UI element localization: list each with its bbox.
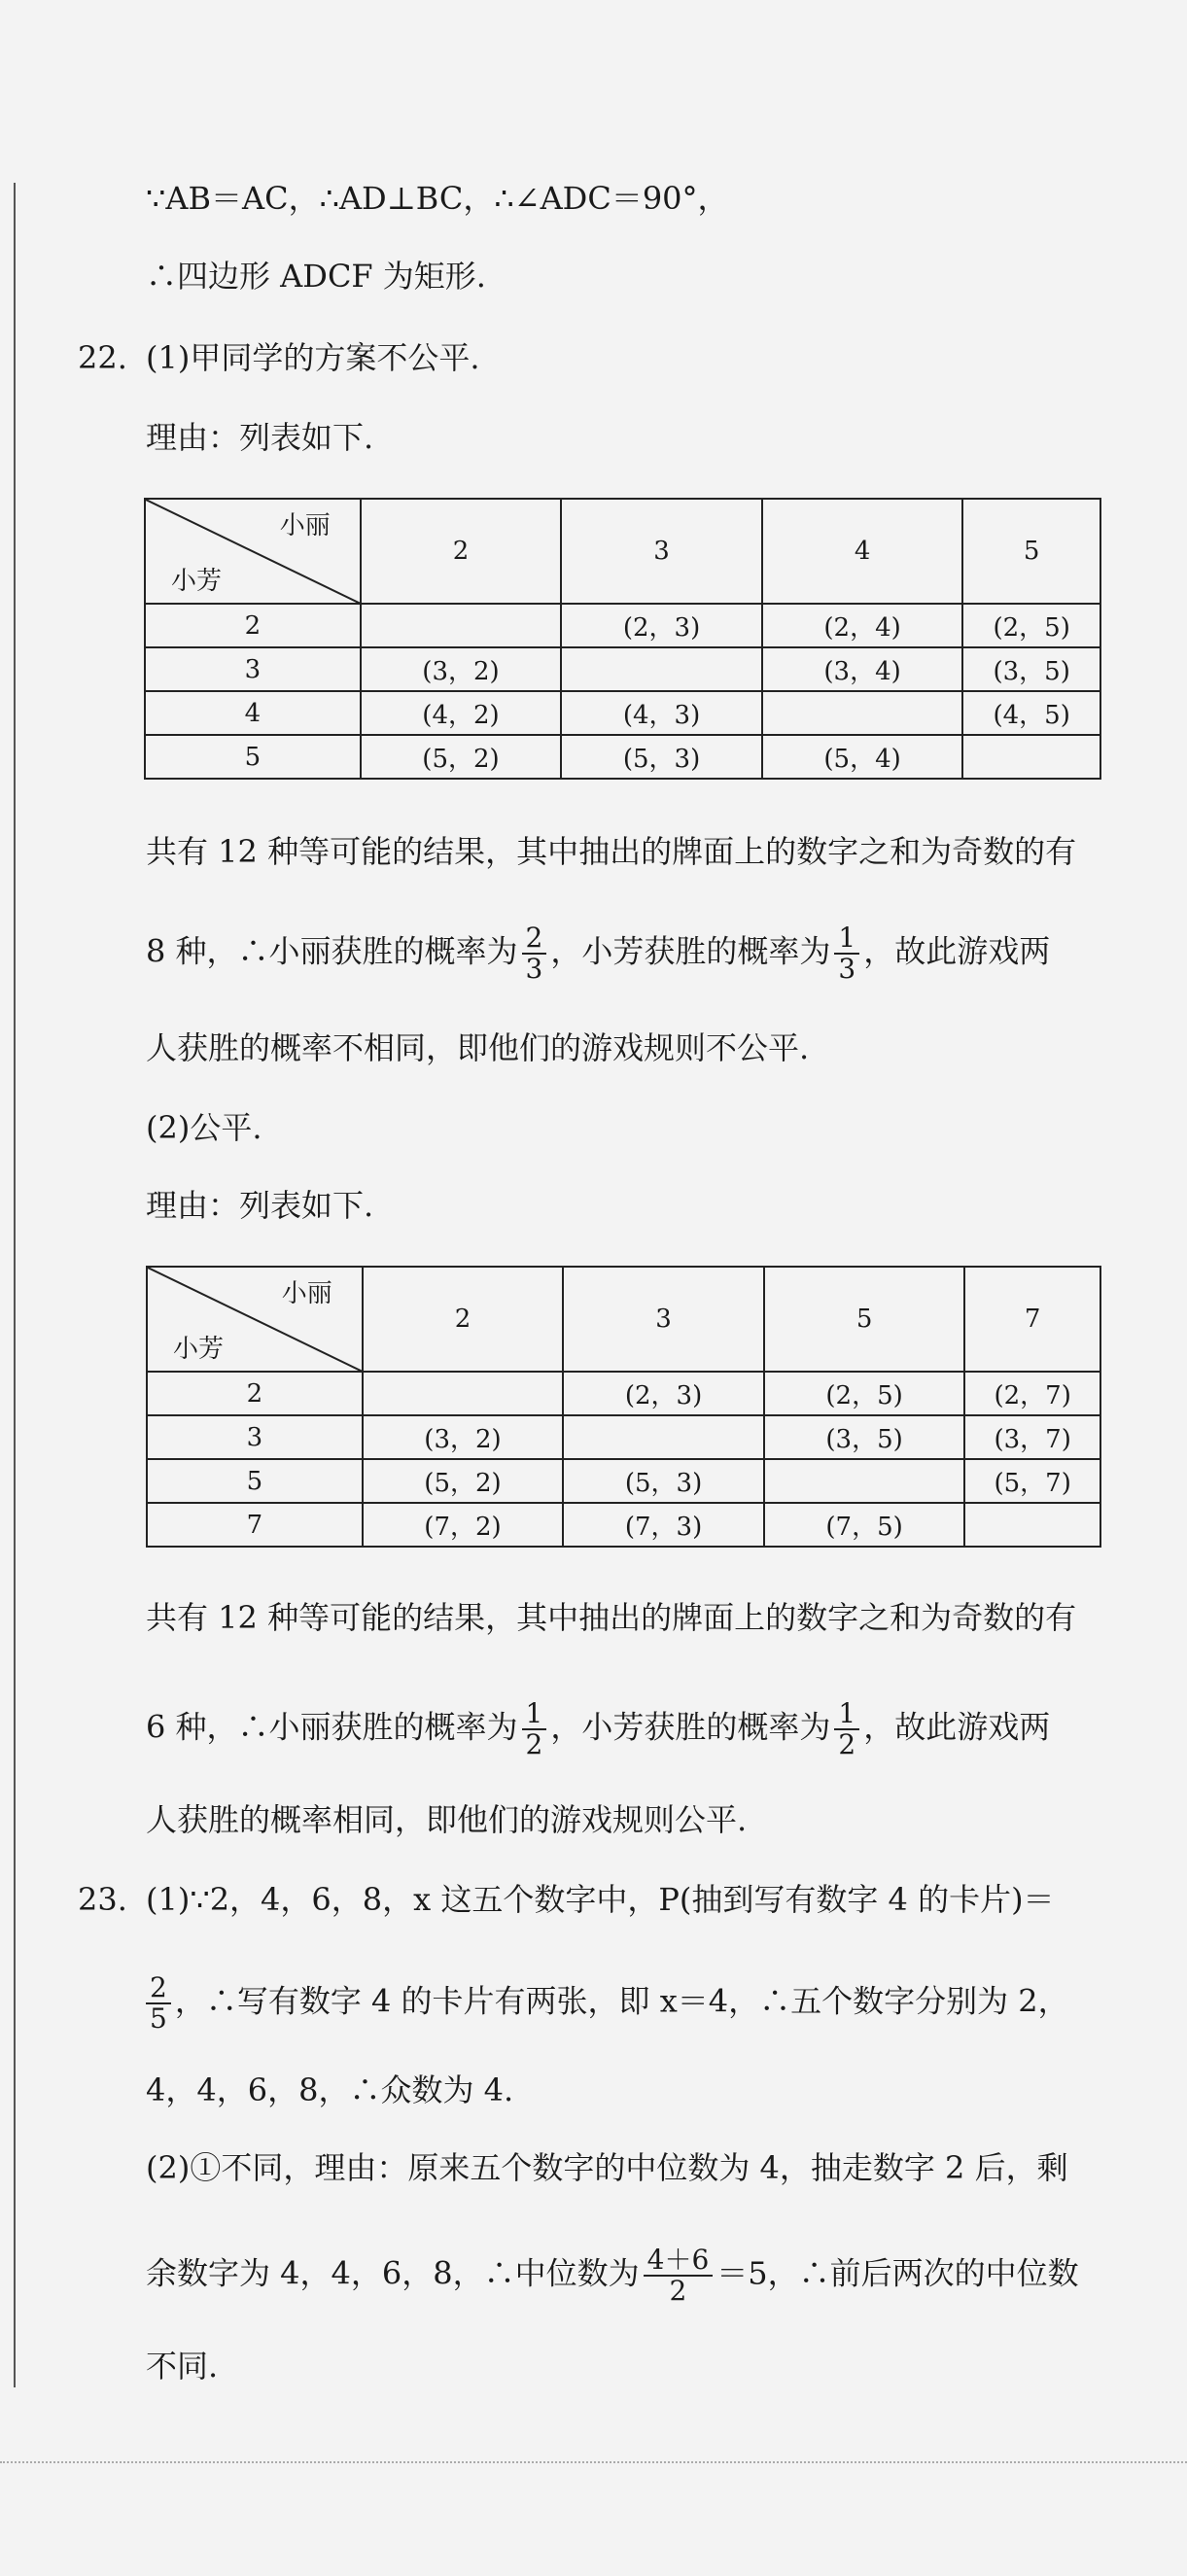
table-cell: (2，7) [964,1372,1100,1415]
q22-p1-text-2: 8 种，∴小丽获胜的概率为 $\frac{2}{3}$ ，小芳获胜的概率为 $\frac{1}{3}$ ，故此游戏两 [146,922,1051,985]
table-cell [561,647,762,691]
row-header: 5 [147,1459,363,1503]
table-row [147,1415,1100,1459]
q22-part1-title: (1)甲同学的方案不公平. [146,339,480,376]
diagonal-header-cell [147,1267,363,1372]
table-cell [962,735,1100,779]
column-label: 小丽 [279,511,331,540]
table-cell [563,1415,764,1459]
table-1 [144,498,1101,780]
table-row [147,1372,1100,1415]
q22-p1-text-1: 共有 12 种等可能的结果，其中抽出的牌面上的数字之和为奇数的有 [146,833,1077,870]
row-header: 2 [147,1372,363,1415]
table-cell: (3，5) [962,647,1100,691]
table-cell [363,1372,564,1415]
table-cell: (2，5) [764,1372,965,1415]
q23-line-2: $\frac{2}{5}$ ，∴写有数字 4 的卡片有两张，即 x＝4，∴五个数字分别为 2， [142,1973,1069,2034]
column-header: 2 [361,499,562,604]
table-cell: (2，5) [962,604,1100,647]
row-header: 3 [147,1415,363,1459]
column-header: 5 [764,1267,965,1372]
table-row [145,604,1100,647]
row-label: 小芳 [171,567,223,596]
fraction-median: $\frac{4+6}{2}$ [644,2245,714,2306]
table-cell: (3，5) [764,1415,965,1459]
column-header: 2 [363,1267,564,1372]
fraction-1-2-a: $\frac{1}{2}$ [522,1699,547,1759]
fraction-1-3: $\frac{1}{3}$ [834,923,859,984]
row-label: 小芳 [173,1335,225,1364]
proof-line-1: ∵AB＝AC，∴AD⊥BC，∴∠ADC＝90°， [146,180,729,217]
q22-reason-1: 理由：列表如下. [146,419,374,456]
table-cell: (2，4) [762,604,963,647]
q22-p2-text-2: 6 种，∴小丽获胜的概率为 $\frac{1}{2}$ ，小芳获胜的概率为 $\frac{1}{2}$ ，故此游戏两 [146,1697,1051,1760]
table-row [145,735,1100,779]
table-row [147,1459,1100,1503]
table-cell: (3，2) [363,1415,564,1459]
q23-line-1: (1)∵2，4，6，8，x 这五个数字中，P(抽到写有数字 4 的卡片)＝ [146,1881,1055,1918]
table-cell: (5，2) [363,1459,564,1503]
table-cell [762,691,963,735]
q23-line-6: 不同. [146,2348,219,2385]
table-cell: (4，2) [361,691,562,735]
table-2 [146,1266,1101,1548]
table-cell: (7，5) [764,1503,965,1547]
proof-line-2: ∴四边形 ADCF 为矩形. [146,258,486,295]
table-row [145,647,1100,691]
column-header: 3 [561,499,762,604]
q22-p2-text-1: 共有 12 种等可能的结果，其中抽出的牌面上的数字之和为奇数的有 [146,1599,1077,1636]
table-cell: (3，4) [762,647,963,691]
table-cell: (5，2) [361,735,562,779]
table-cell: (3，7) [964,1415,1100,1459]
table-cell: (4，5) [962,691,1100,735]
table-cell [964,1503,1100,1547]
column-header: 3 [563,1267,764,1372]
question-22-number: 22. [78,339,127,376]
table-cell: (5，4) [762,735,963,779]
row-header: 3 [145,647,361,691]
table-cell: (2，3) [563,1372,764,1415]
table-cell: (7，3) [563,1503,764,1547]
row-header: 4 [145,691,361,735]
q23-line-5: 余数字为 4，4，6，8，∴中位数为 $\frac{4+6}{2}$ ＝5，∴前后两次的中位数 [146,2244,1079,2307]
fraction-2-3: $\frac{2}{3}$ [522,923,547,984]
q23-line-4: (2)①不同，理由：原来五个数字的中位数为 4，抽走数字 2 后，剩 [146,2149,1068,2186]
table-cell: (5，3) [563,1459,764,1503]
table-cell: (2，3) [561,604,762,647]
column-header: 4 [762,499,963,604]
bottom-dotted-rule [0,2461,1187,2463]
q23-line-3: 4，4，6，8，∴众数为 4. [146,2071,514,2108]
table-cell: (3，2) [361,647,562,691]
table-cell: (5，7) [964,1459,1100,1503]
column-header: 7 [964,1267,1100,1372]
table-cell [764,1459,965,1503]
q22-part2-title: (2)公平. [146,1109,262,1146]
table-cell: (5，3) [561,735,762,779]
row-header: 2 [145,604,361,647]
q22-p2-text-3: 人获胜的概率相同，即他们的游戏规则公平. [146,1801,748,1838]
question-23-number: 23. [78,1881,127,1918]
row-header: 5 [145,735,361,779]
q22-p1-text-3: 人获胜的概率不相同，即他们的游戏规则不公平. [146,1029,810,1066]
row-header: 7 [147,1503,363,1547]
q22-reason-2: 理由：列表如下. [146,1187,374,1224]
table-cell: (4，3) [561,691,762,735]
table-row [147,1503,1100,1547]
column-label: 小丽 [281,1279,332,1308]
table-row [145,691,1100,735]
table-cell [361,604,562,647]
margin-rule [14,183,16,2387]
table-cell: (7，2) [363,1503,564,1547]
diagonal-header-cell [145,499,361,604]
fraction-2-5: $\frac{2}{5}$ [146,1973,171,2034]
fraction-1-2-b: $\frac{1}{2}$ [834,1699,859,1759]
column-header: 5 [962,499,1100,604]
